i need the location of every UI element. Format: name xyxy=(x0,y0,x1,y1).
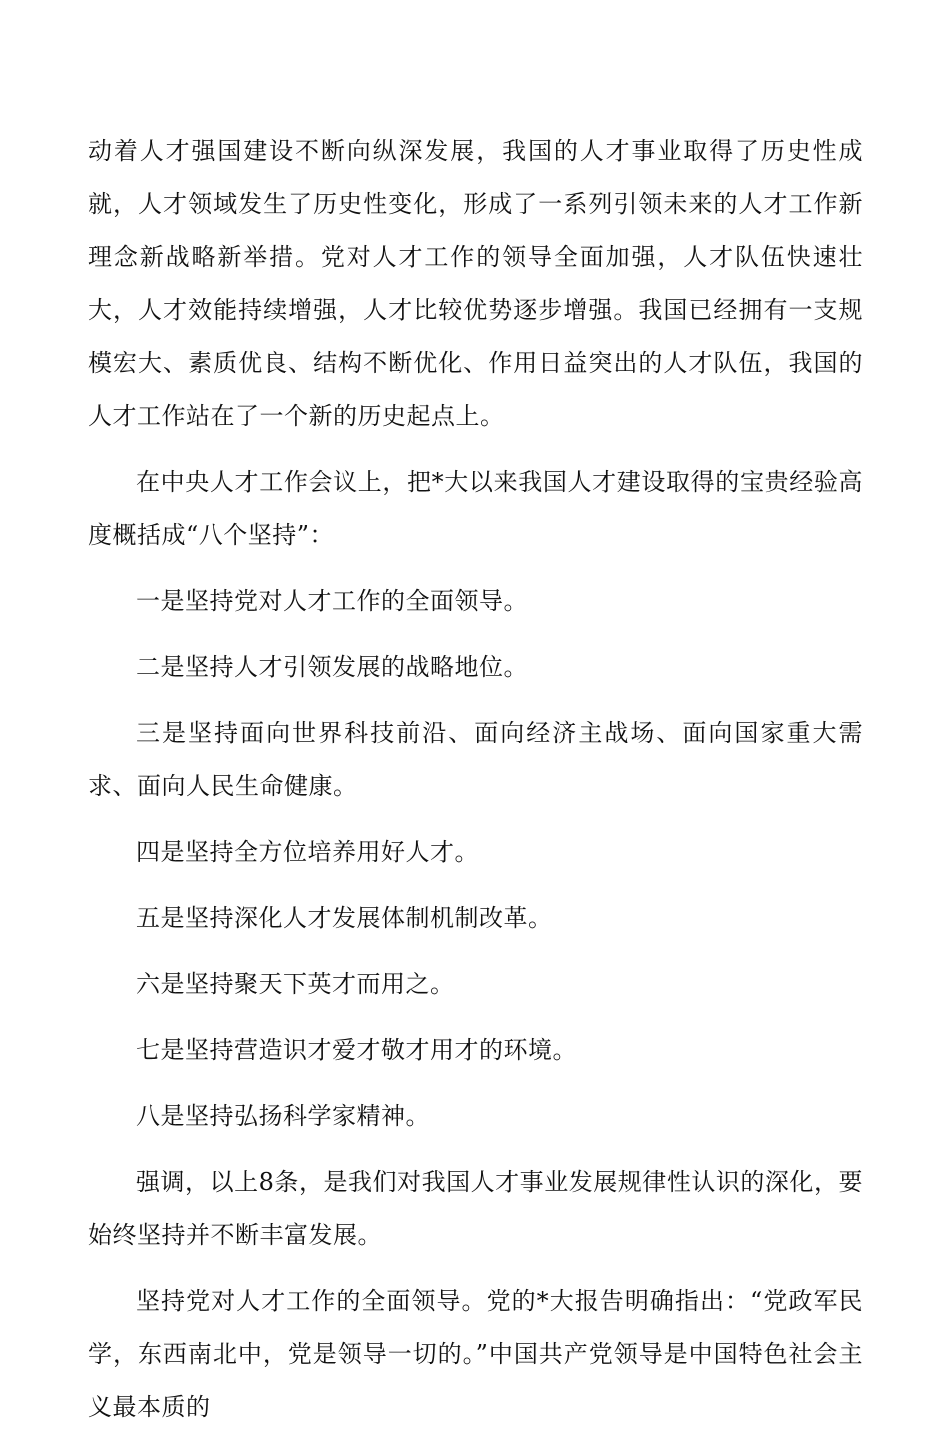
paragraph-emphasis: 强调，以上8条，是我们对我国人才事业发展规律性认识的深化，要始终坚持并不断丰富发展。 xyxy=(88,1168,863,1249)
principle-item-1: 一是坚持党对人才工作的全面领导。 xyxy=(136,587,528,615)
principle-item-4: 四是坚持全方位培养用好人才。 xyxy=(136,838,479,866)
principle-item-7: 七是坚持营造识才爱才敬才用才的环境。 xyxy=(136,1036,577,1064)
paragraph-party-leadership: 坚持党对人才工作的全面领导。党的*大报告明确指出：“党政军民学，东西南北中，党是领导一切的。”中国共产党领导是中国特色社会主义最本质的 xyxy=(88,1287,863,1421)
principle-item-2: 二是坚持人才引领发展的战略地位。 xyxy=(136,653,528,681)
paragraph-eight-principles-intro: 在中央人才工作会议上，把*大以来我国人才建设取得的宝贵经验高度概括成“八个坚持”： xyxy=(88,468,863,549)
principle-item-3: 三是坚持面向世界科技前沿、面向经济主战场、面向国家重大需求、面向人民生命健康。 xyxy=(88,719,863,800)
principle-item-8: 八是坚持弘扬科学家精神。 xyxy=(136,1102,430,1130)
principle-item-5: 五是坚持深化人才发展体制机制改革。 xyxy=(136,904,553,932)
principle-item-6: 六是坚持聚天下英才而用之。 xyxy=(136,970,455,998)
paragraph-continuation: 动着人才强国建设不断向纵深发展，我国的人才事业取得了历史性成就，人才领域发生了历史性变化，形成了一系列引领未来的人才工作新理念新战略新举措。党对人才工作的领导全面加强，人才队伍快速壮大，人才效能持续增强，人才比较优势逐步增强。我国已经拥有一支规模宏大、素质优良、结构不断优化、作用日益突出的人才队伍，我国的人才工作站在了一个新的历史起点上。 xyxy=(88,137,863,430)
document-body xyxy=(88,125,863,1447)
